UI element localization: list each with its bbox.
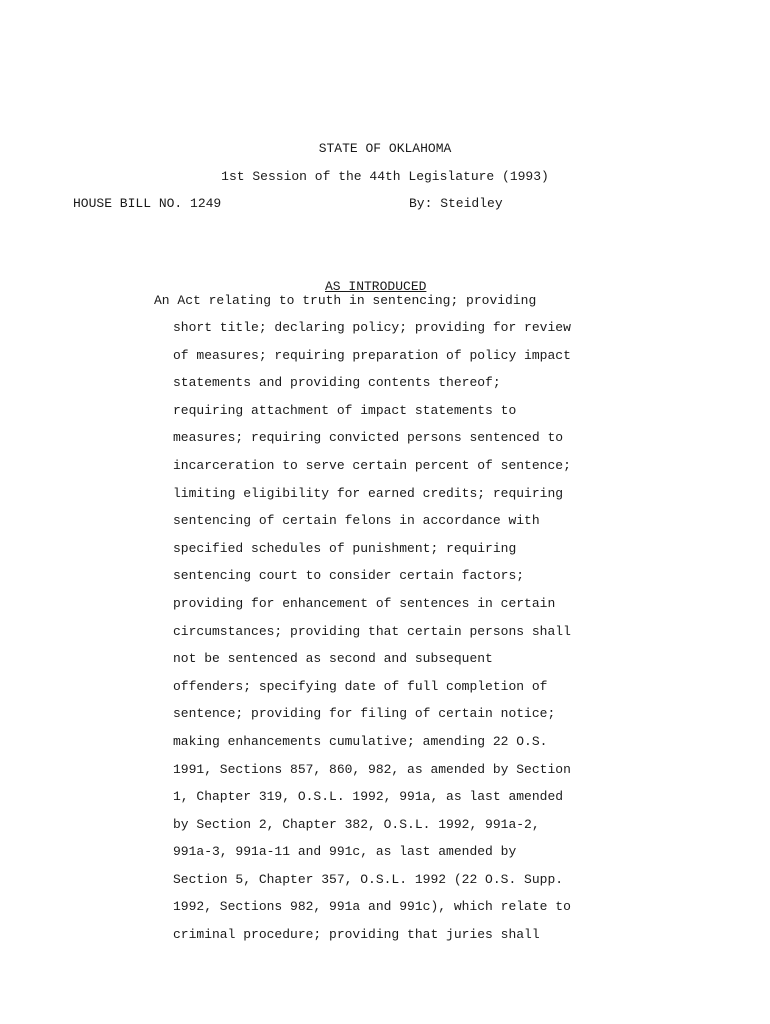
act-title-line: sentencing of certain felons in accordance with xyxy=(173,513,540,529)
act-title-line: criminal procedure; providing that juries shall xyxy=(173,927,540,943)
act-title-line: providing for enhancement of sentences in certain xyxy=(173,595,556,611)
act-title-text xyxy=(173,320,571,955)
act-title-line: by Section 2, Chapter 382, O.S.L. 1992, 991a-2, xyxy=(173,816,540,832)
act-title-line: not be sentenced as second and subsequent xyxy=(173,651,493,667)
act-title-line: 991a-3, 991a-11 and 991c, as last amended by xyxy=(173,844,517,860)
act-title-line: limiting eligibility for earned credits; requiring xyxy=(173,485,564,501)
act-title-line: sentence; providing for filing of certain notice; xyxy=(173,706,556,722)
act-title-line: requiring attachment of impact statements to xyxy=(173,402,517,418)
act-title-line: sentencing court to consider certain factors; xyxy=(173,568,525,584)
act-title-line: measures; requiring convicted persons sentenced to xyxy=(173,430,564,446)
act-title-line: circumstances; providing that certain persons shall xyxy=(173,623,571,639)
act-title-first-line: An Act relating to truth in sentencing; providing xyxy=(154,293,537,308)
act-title-line: Section 5, Chapter 357, O.S.L. 1992 (22 O.S. Supp. xyxy=(173,871,564,887)
act-title-line: statements and providing contents thereof; xyxy=(173,375,501,391)
act-title-line: making enhancements cumulative; amending 22 O.S. xyxy=(173,733,548,749)
act-title-line: 1992, Sections 982, 991a and 991c), which relate to xyxy=(173,899,571,915)
act-title-line: 1991, Sections 857, 860, 982, as amended by Section xyxy=(173,761,571,777)
bill-status: AS INTRODUCED xyxy=(325,279,427,294)
bill-author: By: Steidley xyxy=(409,196,503,211)
session-line: 1st Session of the 44th Legislature (1993) xyxy=(221,169,549,184)
document-title: STATE OF OKLAHOMA xyxy=(318,141,452,156)
act-title-line: of measures; requiring preparation of policy impact xyxy=(173,347,571,363)
act-title-line: offenders; specifying date of full completion of xyxy=(173,678,548,694)
act-title-line: short title; declaring policy; providing for review xyxy=(173,320,571,335)
act-title-line: incarceration to serve certain percent of sentence; xyxy=(173,457,571,473)
bill-number: HOUSE BILL NO. 1249 xyxy=(73,196,222,211)
act-title-line: specified schedules of punishment; requiring xyxy=(173,540,517,556)
act-title-line: 1, Chapter 319, O.S.L. 1992, 991a, as last amended xyxy=(173,789,564,805)
